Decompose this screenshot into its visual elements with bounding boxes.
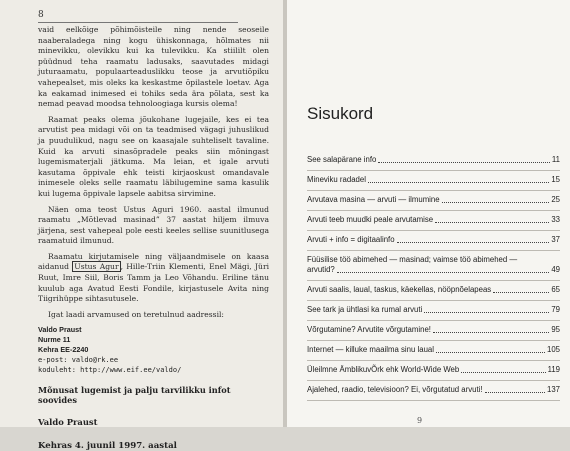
toc-entry-page: 49 xyxy=(551,265,560,274)
toc-entry-page: 65 xyxy=(551,285,560,294)
toc-entry-title: Arvuti teeb muudki peale arvutamise xyxy=(307,215,434,224)
leader-dots xyxy=(442,201,550,203)
toc-entry-page: 95 xyxy=(551,325,560,334)
ack-start: Raamatu kirjutamisele ning väljaandmisele on kaasa aidanud xyxy=(38,251,269,272)
toc-entry-page: 137 xyxy=(546,385,560,394)
toc-entry-title-continued: arvutid? xyxy=(307,265,335,274)
address-intro: Igat laadi arvamused on teretulnud aadressil: xyxy=(48,309,224,319)
leader-dots xyxy=(493,291,549,293)
leader-dots xyxy=(397,241,550,243)
boxed-name: Ustus Agur xyxy=(74,262,119,272)
toc-entry-title: Internet — killuke maailma sinu laual xyxy=(307,345,434,354)
toc-entry-title: Võrgutamine? Arvutite võrgutamine! xyxy=(307,325,431,334)
address-city: Kehra EE-2240 xyxy=(38,345,89,355)
toc-entry xyxy=(307,302,560,321)
toc-entry-page: 105 xyxy=(546,345,560,354)
closing-line: Mõnusat lugemist ja palju tarvilikku infot soovides xyxy=(38,385,231,406)
toc-entry-page: 11 xyxy=(551,155,560,164)
toc-entry xyxy=(307,192,560,211)
leader-dots xyxy=(424,311,549,313)
address-block xyxy=(38,325,269,375)
toc-entry-page: 37 xyxy=(551,235,560,244)
paragraph-1: vaid eelkõige põhimõisteile ning nende seoseile naaberaladega ning kogu ühiskonnaga, hõlmates nii minevikku, olevikku kui ka tulevikku. Ka stiililt olen püüdnud teha raamatu ladusaks, saavutades midagi juturaamatu, populaarteaduslikku teose ja arvutiõpiku vahepealset, mis oleks ka keskastme õpilastele loetav. Aga ka eakamad inimesed ei tohiks seda ära põlata, sest ka nemad peavad moodsa tehnoloogiaga kursis olema! xyxy=(38,25,269,109)
toc-entry-title: Füüsilise töö abimehed — masinad; vaimse töö abimehed — xyxy=(307,255,518,264)
toc-entry-title: Mineviku radadel xyxy=(307,175,366,184)
toc-entry xyxy=(307,232,560,251)
paragraph-2: Raamat peaks olema jõukohane lugejaile, kes ei tea arvutist pea midagi või on ta teadmised vägagi juhuslikud ja puudulikud, nagu see on kaasajale suhteliselt tavaline. Kuid ka arvuti sinasõpradele peaks siin mõningast lugemismaterjali jätkuma. Ma leian, et igale arvuti kasutama õppivale ehk teisti kirjaoskust omandavale inimesele oleks selle raamatu läbilugemine sama kasulik kui lugema õppivale lapsele aabitsa sirvimine. xyxy=(38,114,269,198)
leader-dots xyxy=(433,331,549,333)
left-page xyxy=(0,0,283,451)
address-homepage: koduleht: http://www.eif.ee/valdo/ xyxy=(38,366,182,375)
toc-entry xyxy=(307,152,560,171)
toc-entry-title: Arvuti + info = digitaalinfo xyxy=(307,235,395,244)
leader-dots xyxy=(337,271,550,273)
toc-entry-page: 25 xyxy=(551,195,560,204)
right-page xyxy=(287,0,570,427)
paragraph-3: Näen oma teost Ustus Aguri 1960. aastal ilmunud raamatu „Mõtlevad masinad” 37 aastat hiljem ilmuva järjena, sest vahepeal pole eesti keeles sellise suunitlusega raamatuid ilmunud. xyxy=(38,204,269,246)
toc-entry xyxy=(307,212,560,231)
toc-entry xyxy=(307,172,560,191)
left-page-number: 8 xyxy=(38,10,238,23)
toc-entry xyxy=(307,252,560,281)
toc-entry-page: 33 xyxy=(551,215,560,224)
toc-entry-title: Arvuti saalis, laual, taskus, käekellas, nööpnõelapeas xyxy=(307,285,492,294)
toc-entry-continuation xyxy=(307,265,560,275)
toc-entry-title: Üleilmne ÄmblikuvÕrk ehk World-Wide Web xyxy=(307,365,460,374)
paragraph-acknowledgement xyxy=(38,252,269,305)
leader-dots xyxy=(378,161,550,163)
toc-entry xyxy=(307,382,560,401)
leader-dots xyxy=(485,391,545,393)
address-name: Valdo Praust xyxy=(38,325,82,335)
toc-entry-title: Arvutava masina — arvuti — ilmumine xyxy=(307,195,440,204)
address-street: Nurme 11 xyxy=(38,335,71,345)
toc-entry-page: 119 xyxy=(547,365,560,374)
leader-dots xyxy=(461,371,545,373)
toc-title: Sisukord xyxy=(307,104,374,123)
signature: Valdo Praust xyxy=(38,417,98,428)
leader-dots xyxy=(435,221,549,223)
toc-entry-page: 15 xyxy=(551,175,560,184)
address-email: e-post: valdo@rk.ee xyxy=(38,356,119,365)
toc-entry-title: Ajalehed, raadio, televisioon? Ei, võrgutatud arvuti! xyxy=(307,385,483,394)
leader-dots xyxy=(436,351,545,353)
toc-entry-page: 79 xyxy=(551,305,560,314)
toc-entry-title: See tark ja ühtlasi ka rumal arvuti xyxy=(307,305,423,314)
toc-entry xyxy=(307,362,560,381)
toc-entry xyxy=(307,282,560,301)
table-of-contents xyxy=(307,152,560,401)
toc-entry xyxy=(307,342,560,361)
ack-rest: , Hille-Triin Klementi, Enel Mägi, Jüri Ruut, Imre Siil, Boris Tamm ja Leo Võhandu. Eriline tänu kuulub aga Avatud Eesti Fondile, kirjastusele Avita ning Tiigrihüppe sihtasutusele. xyxy=(38,262,270,304)
leader-dots xyxy=(368,181,549,183)
right-page-number: 9 xyxy=(417,416,423,425)
date-line: Kehras 4. juunil 1997. aastal xyxy=(38,441,177,451)
toc-entry-title: See salapärane info xyxy=(307,155,377,164)
toc-entry xyxy=(307,322,560,341)
